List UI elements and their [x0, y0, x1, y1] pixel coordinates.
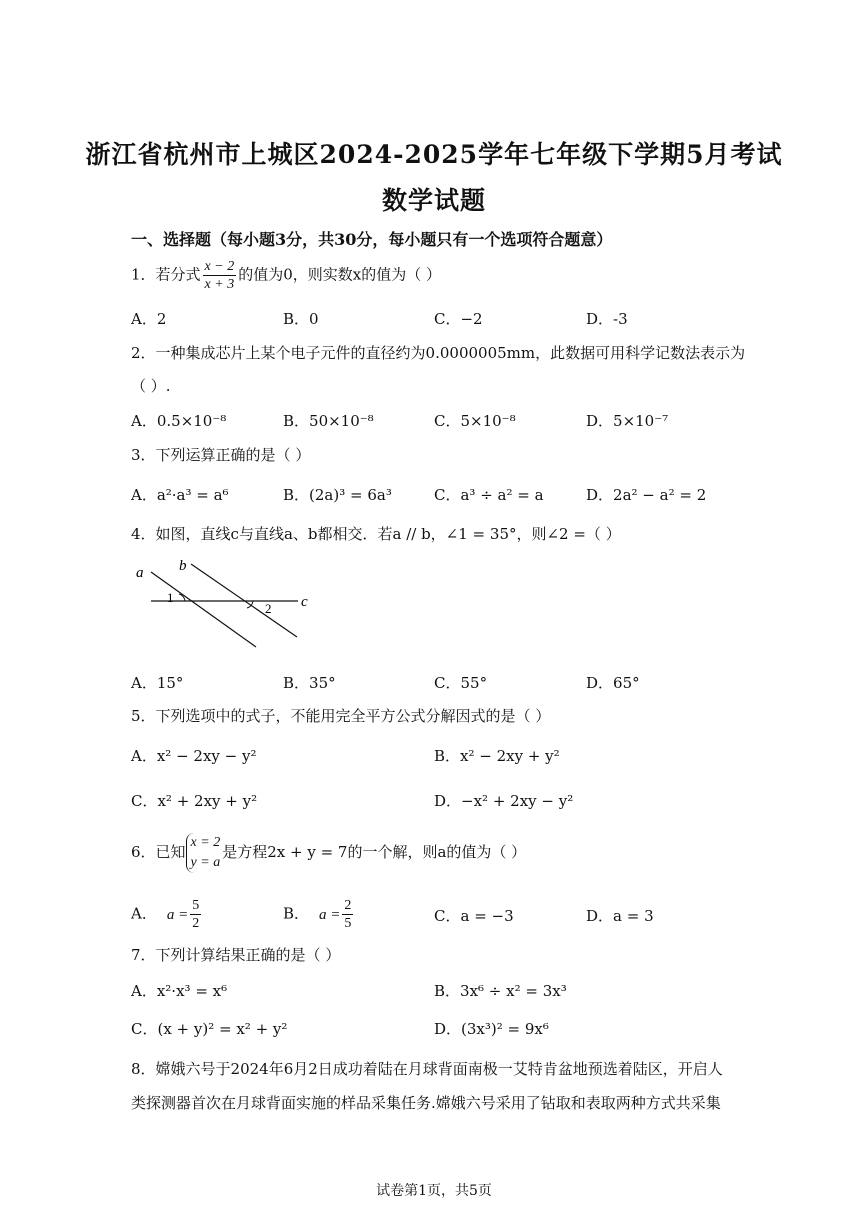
q5-option-a: A．x² − 2xy − y²	[131, 747, 257, 765]
q6-option-d: D．a = 3	[586, 907, 654, 925]
q7-option-c: C．(x + y)² = x² + y²	[131, 1020, 288, 1038]
q6-option-c: C．a = −3	[434, 907, 514, 925]
q2-option-c: C．5×10⁻⁸	[434, 412, 516, 430]
q2-option-b: B．50×10⁻⁸	[283, 412, 374, 430]
fraction-denominator: x + 3	[204, 277, 235, 292]
q1-option-c: C．−2	[434, 310, 483, 328]
q3-option-d: D．2a² − a² = 2	[586, 486, 707, 504]
question-7-stem: 7．下列计算结果正确的是（ ）	[131, 946, 341, 964]
q5-option-c: C．x² + 2xy + y²	[131, 792, 258, 810]
fraction-numerator: 5	[192, 898, 200, 913]
q4-option-d: D．65°	[586, 674, 640, 692]
q6-option-a	[131, 897, 203, 932]
label-a: a	[136, 565, 144, 581]
line-a	[151, 572, 256, 647]
question-2-line1: 2．一种集成芯片上某个电子元件的直径约为0.0000005mm，此数据可用科学记数法表示为	[131, 344, 746, 362]
question-1-prefix: 1．若分式	[131, 265, 201, 284]
option-variable: a =	[166, 906, 189, 923]
option-label: A．	[131, 904, 157, 923]
fraction	[203, 258, 237, 293]
q4-option-c: C．55°	[434, 674, 488, 692]
q2-option-d: D．5×10⁻⁷	[586, 412, 669, 430]
q1-option-d: D．-3	[586, 310, 628, 328]
question-1-suffix: 的值为0，则实数x的值为（ ）	[238, 265, 441, 284]
fraction-numerator: x − 2	[204, 259, 235, 274]
question-5-stem: 5．下列选项中的式子，不能用完全平方公式分解因式的是（ ）	[131, 707, 551, 725]
label-angle-1: 1	[167, 590, 174, 605]
fraction-denominator: 2	[192, 916, 200, 931]
question-6-stem	[131, 833, 526, 873]
equation-system	[186, 833, 221, 873]
label-angle-2: 2	[265, 601, 272, 616]
q5-option-d: D．−x² + 2xy − y²	[434, 792, 574, 810]
q7-option-a: A．x²·x³ = x⁶	[131, 982, 228, 1000]
q2-option-a: A．0.5×10⁻⁸	[131, 412, 227, 430]
q1-option-a: A．2	[131, 310, 167, 328]
option-label: B．	[283, 904, 310, 923]
q1-option-b: B．0	[283, 310, 319, 328]
paper-title-line1: 浙江省杭州市上城区2024-2025学年七年级下学期5月考试	[85, 140, 783, 169]
q6-option-b	[283, 897, 355, 932]
question-6-suffix: 是方程2x + y = 7的一个解，则a的值为（ ）	[222, 843, 527, 861]
q3-option-a: A．a²·a³ = a⁶	[131, 486, 229, 504]
q3-option-c: C．a³ ÷ a² = a	[434, 486, 544, 504]
parallel-lines-figure	[131, 555, 321, 650]
q4-option-a: A．15°	[131, 674, 184, 692]
q4-option-b: B．35°	[283, 674, 336, 692]
label-c: c	[301, 594, 308, 610]
q7-option-b: B．3x⁶ ÷ x² = 3x³	[434, 982, 567, 1000]
fraction-denominator: 5	[344, 916, 352, 931]
fraction	[342, 897, 353, 932]
question-2-line2: （ ）.	[131, 377, 171, 395]
question-6-prefix: 6．已知	[131, 843, 186, 861]
system-line-2: y = a	[190, 855, 221, 870]
paper-title-line2: 数学试题	[381, 186, 486, 215]
question-8-line2: 类探测器首次在月球背面实施的样品采集任务.嫦娥六号采用了钻取和表取两种方式共采集	[131, 1094, 721, 1112]
page-footer: 试卷第1页，共5页	[376, 1183, 492, 1199]
q3-option-b: B．(2a)³ = 6a³	[283, 486, 392, 504]
q7-option-d: D．(3x³)² = 9x⁶	[434, 1020, 549, 1038]
question-1-stem	[131, 258, 441, 293]
label-b: b	[179, 558, 187, 574]
q5-option-b: B．x² − 2xy + y²	[434, 747, 560, 765]
question-4-stem: 4．如图，直线c与直线a、b都相交．若a // b，∠1 = 35°，则∠2 =（ ）	[131, 525, 621, 543]
section-heading: 一、选择题（每小题3分，共30分，每小题只有一个选项符合题意）	[131, 230, 613, 249]
system-line-1: x = 2	[190, 835, 221, 850]
question-8-line1: 8．嫦娥六号于2024年6月2日成功着陆在月球背面南极一艾特肯盆地预选着陆区，开启人	[131, 1060, 723, 1078]
fraction	[190, 897, 201, 932]
question-3-stem: 3．下列运算正确的是（ ）	[131, 446, 311, 464]
option-variable: a =	[319, 906, 341, 923]
fraction-numerator: 2	[344, 898, 352, 913]
